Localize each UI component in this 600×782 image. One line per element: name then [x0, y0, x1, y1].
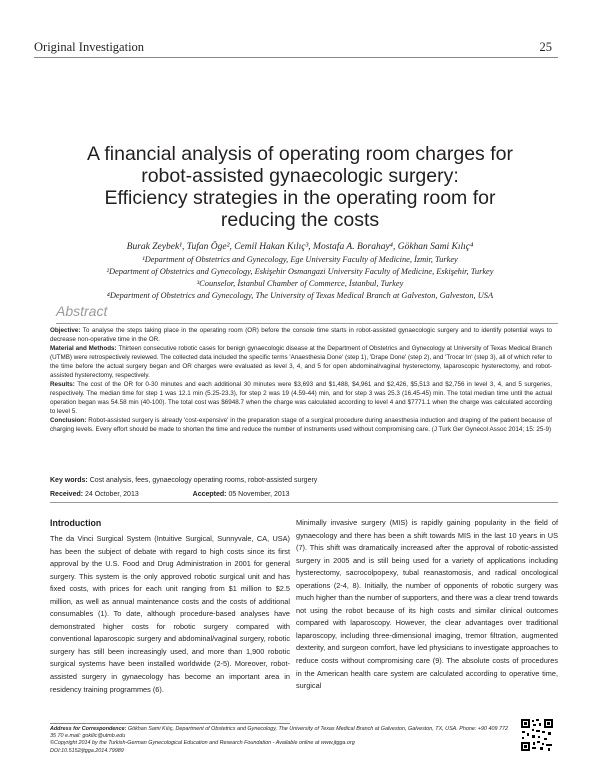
results-label: Results: — [50, 381, 75, 388]
header-rule — [34, 57, 558, 58]
section-label: Original Investigation — [34, 40, 145, 54]
keywords — [50, 477, 552, 484]
abstract-methods — [50, 344, 552, 380]
methods-label: Material and Methods: — [50, 345, 117, 352]
keywords-text: Cost analysis, fees, gynaecology operating rooms, robot-assisted surgery — [89, 477, 318, 484]
dates-rule — [50, 502, 558, 503]
abstract-results — [50, 380, 552, 416]
article-dates — [50, 491, 552, 498]
abstract-body — [50, 326, 552, 434]
abstract-heading: Abstract — [56, 303, 108, 319]
keywords-label: Key words: — [50, 477, 88, 484]
introduction-left-column: The da Vinci Surgical System (Intuitive Surgical, Sunnyvale, CA, USA) has been the subject of debate with regard to high costs since its first approval by the U.S. Food and Drug Administration in 2001 for general surgery. This system is the only approved robotic surgical unit and has fixed costs, with prices for each unit ranging from $1 million to $2.5 million, as well as annual maintenance costs and the costs of additional consumables (1). To date, although procedure-based analyses have demonstrated higher costs for robotic surgery compared with conventional laparoscopic surgery and abdominal/vaginal surgery, robotic surgery has still been increasingly used, and more than 1,900 robotic surgical systems have been installed worldwide (2-5). Moreover, robot-assisted surgery in gynaecology has become an important area in residency training programmes (6). — [50, 534, 290, 694]
objective-label: Objective: — [50, 327, 81, 334]
qr-code-icon — [520, 718, 554, 752]
conclusion-text: Robot-assisted surgery is already 'cost-expensive' in the preparation stage of a surgical procedure during anaesthesia induction and draping of the patient because of charging levels. Every effort should be made to shorten the time and reduce the number of instruments used without compromising care. (J Turk Ger Gynecol Assoc 2014; 15: 25-9) — [50, 417, 553, 433]
copyright: ©Copyright 2014 by the Turkish-German Gynecological Education and Research Foundation - Available online at www.jtgga.org — [50, 740, 355, 747]
accepted-label: Accepted: — [192, 491, 227, 498]
author-list: Burak Zeybek¹, Tufan Öge², Cemil Hakan Kılıç³, Mostafa A. Borahay⁴, Gökhan Sami Kılıç⁴ — [126, 242, 474, 252]
title-line-1: A financial analysis of operating room charges for — [87, 143, 513, 165]
affiliation-3: ³Counselor, İstanbul Chamber of Commerce, İstanbul, Turkey — [196, 279, 404, 288]
conclusion-label: Conclusion: — [50, 417, 87, 424]
correspondence-label: Address for Correspondence: — [50, 726, 127, 732]
received-label: Received: — [50, 491, 84, 498]
introduction-right-column: Minimally invasive surgery (MIS) is rapidly gaining popularity in the field of gynaecology and there has been a shift towards MIS in the last 10 years in US (7). This shift was dramatically increased after the approval of robotic-assisted surgery in 2005 and is still being used for a variety of applications including hysterectomy, sacrocolpopexy, tubal reanastomosis, and radical oncological operations (2-4, 8). Initially, the number of opponents of robotic surgery was much higher than the number of supporters, and there was a clear trend towards not using the robot because of its high costs and similar clinical outcomes compared with laparoscopy. However, the clear advantages over traditional laparoscopy, including three-dimensional imaging, tremor filtration, augmented dexterity, and surgeon comfort, have led physicians to investigate approaches to reduce costs without compromising care (9). The absolute costs of procedures in the American health care system are calculated according to operative time, surgical — [296, 518, 558, 691]
affiliation-1: ¹Department of Obstetrics and Gynecology, Ege University Faculty of Medicine, İzmir, Turkey — [142, 255, 458, 264]
title-line-2: robot-assisted gynaecologic surgery: — [141, 165, 459, 187]
abstract-rule — [56, 323, 558, 324]
accepted-date: 05 November, 2013 — [228, 491, 290, 498]
affiliation-4: ⁴Department of Obstetrics and Gynecology, The University of Texas Medical Branch at Galveston, Galveston, USA — [106, 291, 494, 300]
methods-text: Thirteen consecutive robotic cases for benign gynaecologic disease at the Department of Obstetrics and Gynecology at University of Texas Medical Branch (UTMB) were retrospectively reviewed. The collected data included the specific terms 'Anaesthesia Done' (step 1), 'Drape Done' (step 2), and 'Trocar In' (step 3), all of which refer to the time before the actual surgery began and OR charges were evaluated as level 3, 4, and 5 for open abdominal/vaginal hysterectomy, laparoscopic hysterectomy, and robot-assisted hysterectomy, respectively. — [50, 345, 552, 379]
footer-notes — [50, 726, 508, 755]
page-number: 25 — [539, 40, 552, 54]
correspondence — [50, 726, 508, 740]
title-line-3: Efficiency strategies in the operating room for — [104, 187, 496, 209]
objective-text: To analyse the steps taking place in the operating room (OR) before the console time starts in robot-assisted gynaecologic surgery and to identify potential ways to decrease non-operative time in the OR. — [50, 327, 552, 343]
introduction-heading: Introduction — [50, 518, 102, 528]
doi: DOI:10.5152/jtgga.2014.79989 — [50, 747, 124, 754]
affiliation-2: ²Department of Obstetrics and Gynecology, Eskişehir Osmangazi University Faculty of Medicine, Eskişehir, Turkey — [106, 267, 494, 276]
title-line-4: reducing the costs — [220, 209, 380, 231]
correspondence-text: Gökhan Sami Kılıç, Department of Obstetrics and Gynecology, The University of Texas Medical Branch at Galveston, Galveston, TX, USA. Phone: +90 409 772 35 70 e.mail: gokilic@utmb.edu — [50, 726, 508, 740]
abstract-conclusion — [50, 416, 552, 434]
footer-rule — [50, 723, 290, 724]
received-date: 24 October, 2013 — [85, 491, 139, 498]
results-text: The cost of the OR for 0-30 minutes and each additional 30 minutes were $3,693 and $1,488, $4,961 and $2,426, $5,513 and $2,756 in level 3, 4, and 5 surgeries, respectively. The median time for step 1 was 12.1 min (5.25-23.3), for step 2 was 19 (4.59-44) min, and for step 3 was 25.3 (16.45-45) min. The total median time until the actual operation began was 54.58 min (40-100). The total cost was $6948.7 when the charge was calculated according to level 4 and $7771.1 when the charge was calculated according to level 5. — [50, 381, 552, 415]
abstract-objective — [50, 326, 552, 344]
article-title — [40, 143, 560, 231]
